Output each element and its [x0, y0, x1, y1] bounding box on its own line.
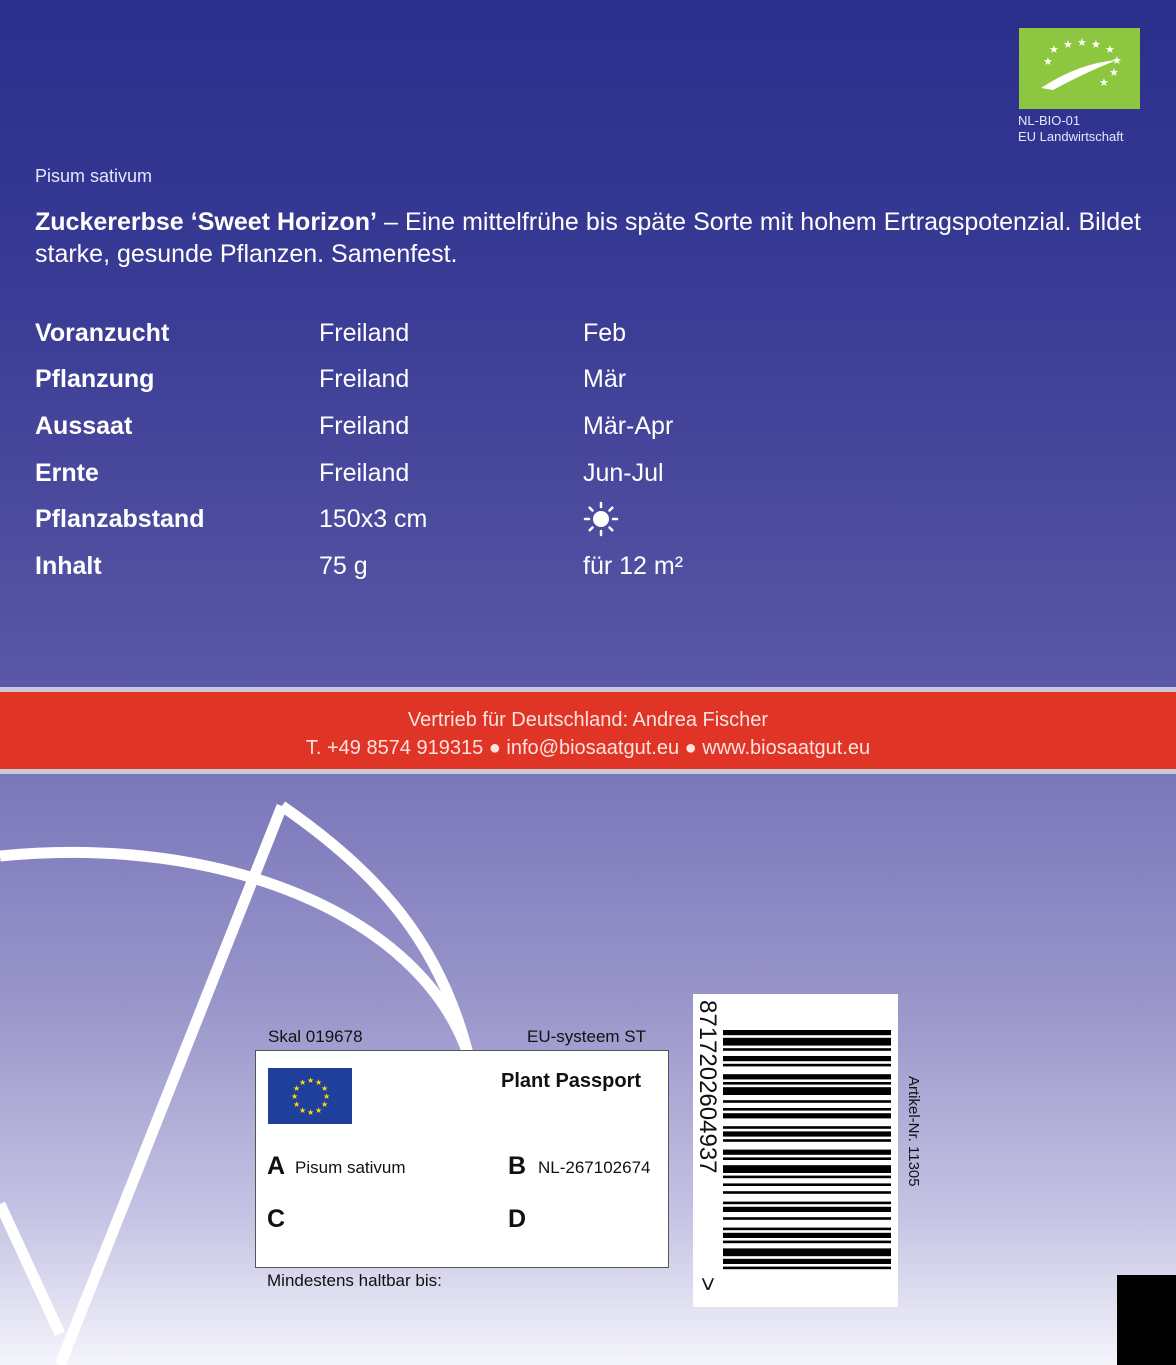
barcode-digits: 8717202604937 [694, 1000, 721, 1174]
passport-title: Plant Passport [501, 1070, 642, 1092]
svg-text:★: ★ [315, 1106, 323, 1115]
barcode-bar [723, 1176, 891, 1179]
barcode-bar [723, 1202, 891, 1205]
schedule-value: für 12 m² [583, 552, 684, 580]
svg-text:★: ★ [1049, 43, 1059, 56]
barcode-bar [723, 1165, 891, 1173]
schedule-label: Pflanzabstand [35, 505, 205, 533]
barcode-bar [723, 1139, 891, 1142]
svg-text:★: ★ [323, 1092, 331, 1101]
eu-organic-caption [1018, 113, 1124, 145]
barcode-bar [723, 1259, 891, 1264]
eu-organic-code: NL-BIO-01 [1018, 113, 1081, 128]
sun-icon [583, 501, 619, 537]
svg-text:★: ★ [321, 1100, 329, 1109]
article-number: Artikel-Nr. 11305 [905, 1076, 922, 1187]
schedule-label: Aussaat [35, 412, 133, 440]
svg-text:★: ★ [1091, 38, 1101, 51]
barcode-bar [723, 1048, 891, 1051]
barcode-bar [723, 1233, 891, 1238]
best-before-label: Mindestens haltbar bis: [267, 1271, 442, 1290]
barcode-bar [723, 1126, 891, 1129]
eu-organic-leaf-icon [1019, 28, 1140, 109]
eu-system: EU-systeem ST [527, 1027, 647, 1046]
barcode-bar [723, 1150, 891, 1155]
barcode-bar [723, 1131, 891, 1136]
eu-flag-icon [268, 1068, 352, 1124]
svg-text:★: ★ [307, 1076, 315, 1085]
schedule-value: Mär-Apr [583, 412, 674, 440]
barcode-bar [723, 1207, 891, 1212]
barcode-bar [723, 1217, 891, 1220]
barcode-bar [723, 1267, 891, 1270]
latin-name: Pisum sativum [35, 166, 153, 186]
schedule-location: Freiland [319, 365, 410, 393]
barcode-bar [723, 1082, 891, 1085]
svg-text:★: ★ [1112, 54, 1122, 67]
svg-text:★: ★ [1105, 43, 1115, 56]
barcode-bar [723, 1228, 891, 1231]
barcode-marker: > [694, 1277, 721, 1292]
description-text: – Eine mittelfrühe bis späte Sorte mit hohem Ertragspotenzial. Bildet starke, gesunde Pflanzen. Samenfest. [35, 208, 1141, 268]
barcode-bar [723, 1038, 891, 1046]
plant-passport [255, 1050, 669, 1268]
barcode-bar [723, 1157, 891, 1160]
variety-name: Zuckererbse ‘Sweet Horizon’ [35, 208, 377, 236]
schedule-label: Pflanzung [35, 365, 155, 393]
schedule-location: 75 g [319, 552, 368, 580]
schedule-location: Freiland [319, 319, 410, 347]
schedule-location: Freiland [319, 459, 410, 487]
passport-a-value: Pisum sativum [295, 1158, 406, 1177]
barcode-bar [723, 1056, 891, 1061]
barcode-bar [723, 1113, 891, 1118]
svg-text:★: ★ [321, 1084, 329, 1093]
schedule-label: Ernte [35, 459, 99, 487]
svg-text:★: ★ [1077, 36, 1087, 49]
passport-letter-c: C [267, 1205, 286, 1233]
schedule-label: Voranzucht [35, 319, 170, 347]
barcode-bar [723, 1100, 891, 1103]
barcode-bar [723, 1191, 891, 1194]
barcode-bar [723, 1064, 891, 1067]
eu-organic-origin: EU Landwirtschaft [1018, 129, 1124, 144]
svg-text:★: ★ [293, 1084, 301, 1093]
svg-text:★: ★ [291, 1092, 299, 1101]
svg-text:★: ★ [293, 1100, 301, 1109]
barcode-bar [723, 1074, 891, 1079]
distribution-banner [0, 692, 1176, 769]
barcode-bar [723, 1108, 891, 1111]
barcode [693, 994, 898, 1307]
distribution-line2: T. +49 8574 919315 ● info@biosaatgut.eu ● www.biosaatgut.eu [305, 737, 871, 759]
passport-b-value: NL-267102674 [538, 1158, 651, 1177]
schedule-location: 150x3 cm [319, 505, 428, 533]
barcode-bar [723, 1248, 891, 1256]
svg-text:★: ★ [1063, 38, 1073, 51]
svg-text:★: ★ [299, 1106, 307, 1115]
skal-number: Skal 019678 [268, 1027, 363, 1046]
distribution-line1: Vertrieb für Deutschland: Andrea Fischer [407, 709, 769, 731]
schedule-label: Inhalt [35, 552, 102, 580]
passport-letter-d: D [508, 1205, 527, 1233]
passport-letter-b: B [508, 1152, 527, 1180]
barcode-bar [723, 1030, 891, 1035]
schedule-value: Mär [583, 365, 627, 393]
product-description [35, 206, 1141, 270]
passport-letter-a: A [267, 1152, 286, 1180]
svg-text:★: ★ [307, 1108, 315, 1117]
barcode-bar [723, 1241, 891, 1244]
barcode-bar [723, 1183, 891, 1186]
svg-text:★: ★ [1099, 76, 1109, 89]
barcode-bar [723, 1087, 891, 1095]
schedule-location: Freiland [319, 412, 410, 440]
svg-text:★: ★ [1109, 66, 1119, 79]
svg-text:★: ★ [1043, 55, 1053, 68]
corner-block [1117, 1275, 1176, 1365]
schedule-value: Jun-Jul [583, 459, 664, 487]
schedule-value: Feb [583, 319, 627, 347]
svg-text:★: ★ [315, 1078, 323, 1087]
svg-text:★: ★ [299, 1078, 307, 1087]
